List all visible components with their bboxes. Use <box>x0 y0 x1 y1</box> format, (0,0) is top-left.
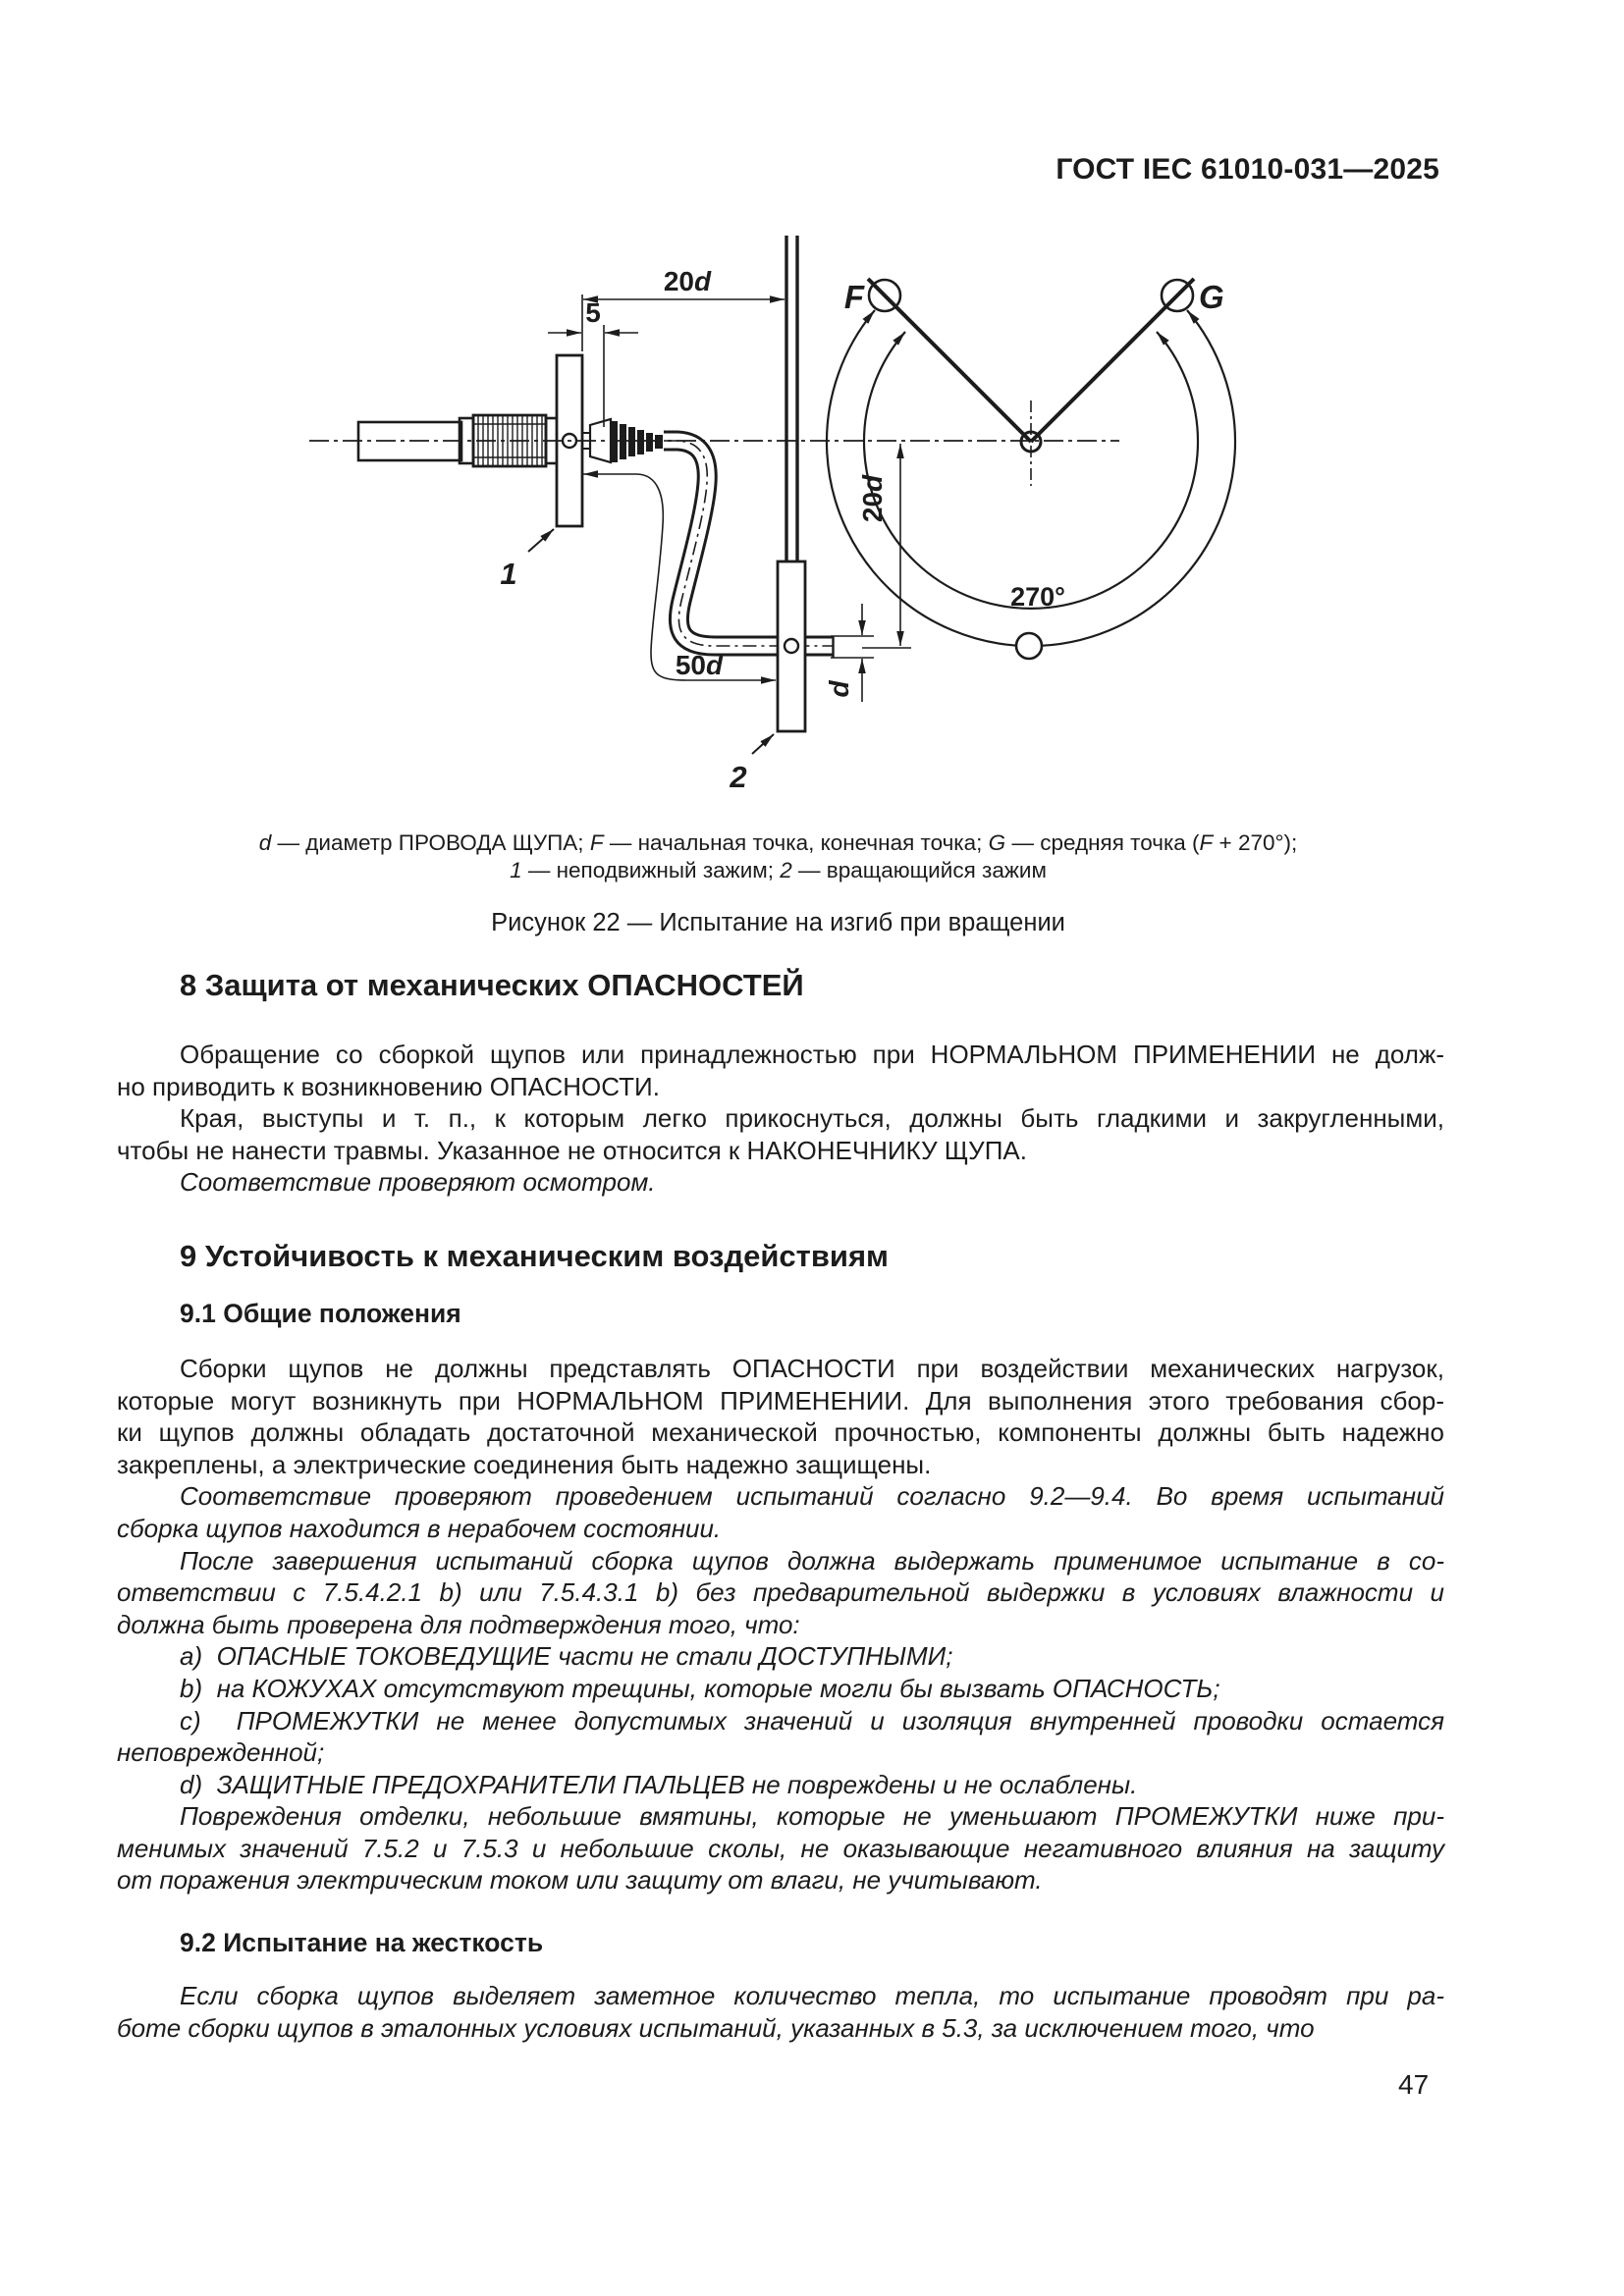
angle-label: 270° <box>1010 582 1065 612</box>
paragraph-line: от поражения электрическим током или защиту от влаги, не учитывают. <box>117 1865 1043 1896</box>
document-body <box>117 968 1444 2044</box>
paragraph-line: менимых значений 7.5.2 и 7.5.3 и небольшие сколы, не оказывающие негативного влияния на защиту <box>117 1833 1444 1863</box>
part-callouts <box>500 529 774 794</box>
paragraph-line: ответствии с 7.5.4.2.1 b) или 7.5.4.3.1 b) без предварительной выдержки в условиях влажности и <box>117 1577 1444 1608</box>
paragraph <box>117 1640 1444 1673</box>
caption-segment: 2 <box>780 858 792 882</box>
caption-segment: F <box>589 830 604 855</box>
paragraph <box>117 1039 1444 1102</box>
figure-22-diagram <box>304 221 1257 805</box>
paragraph-line: Соответствие проверяют осмотром. <box>180 1167 656 1198</box>
rotating-clamp <box>778 236 805 731</box>
paragraph-line: Повреждения отделки, небольшие вмятины, которые не уменьшают ПРОМЕЖУТКИ ниже при- <box>180 1801 1444 1832</box>
caption-segment: — начальная точка, конечная точка; <box>603 830 989 855</box>
caption-segment: — средняя точка ( <box>1005 830 1200 855</box>
caption-segment: d <box>258 830 272 855</box>
dim-d: d <box>824 680 854 698</box>
paragraph <box>117 1673 1444 1705</box>
paragraph <box>117 1166 1444 1199</box>
paragraph <box>117 1980 1444 2044</box>
dim-5: 5 <box>585 297 601 328</box>
subsection-heading: 9.1 Общие положения <box>180 1298 461 1328</box>
section-heading: 8 Защита от механических ОПАСНОСТЕЙ <box>180 968 804 1002</box>
figure-caption <box>117 829 1439 884</box>
paragraph-line: сборка щупов находится в нерабочем состоянии. <box>117 1513 722 1543</box>
bottom-position-marker <box>1016 633 1042 659</box>
probe-lead-cable <box>664 441 834 658</box>
paragraph <box>117 1102 1444 1166</box>
radius-line-g <box>1031 279 1194 442</box>
paragraph-line: которые могут возникнуть при НОРМАЛЬНОМ ПРИМЕНЕНИИ. Для выполнения этого требования сбор- <box>117 1385 1444 1415</box>
paragraph-line: Соответствие проверяют проведением испытаний согласно 9.2—9.4. Во время испытаний <box>180 1481 1444 1512</box>
clamp-rod <box>786 236 797 561</box>
paragraph-line: После завершения испытаний сборка щупов должна выдержать применимое испытание в со- <box>180 1545 1444 1575</box>
paragraph-line: d) ЗАЩИТНЫЕ ПРЕДОХРАНИТЕЛИ ПАЛЬЦЕВ не повреждены и не ослаблены. <box>180 1769 1138 1799</box>
paragraph-line: a) ОПАСНЫЕ ТОКОВЕДУЩИЕ части не стали ДОСТУПНЫМИ; <box>180 1641 953 1672</box>
paragraph <box>117 1800 1444 1896</box>
caption-segment: — вращающийся зажим <box>791 858 1047 882</box>
figure-title: Рисунок 22 — Испытание на изгиб при вращении <box>491 909 1065 936</box>
paragraph-line: b) на КОЖУХАХ отсутствуют трещины, которые могли бы вызвать ОПАСНОСТЬ; <box>180 1673 1220 1703</box>
dim-20d-vertical: 20d <box>857 474 888 523</box>
caption-segment: 1 <box>510 858 522 882</box>
callout-2: 2 <box>730 760 747 794</box>
paragraph-line: боте сборки щупов в эталонных условиях испытаний, указанных в 5.3, за исключением того, что <box>117 2012 1315 2043</box>
figure-caption-line <box>117 829 1439 857</box>
paragraph-line: закреплены, а электрические соединения быть надежно защищены. <box>117 1449 932 1479</box>
paragraph-line: Обращение со сборкой щупов или принадлежностью при НОРМАЛЬНОМ ПРИМЕНЕНИИ не долж- <box>180 1040 1444 1069</box>
paragraph <box>117 1705 1444 1769</box>
paragraph <box>117 1769 1444 1801</box>
paragraph <box>117 1545 1444 1641</box>
paragraph-line: чтобы не нанести травмы. Указанное не относится к НАКОНЕЧНИКУ ЩУПА. <box>117 1135 1027 1165</box>
section-heading: 9 Устойчивость к механическим воздействиям <box>180 1238 889 1273</box>
paragraph-line: Сборки щупов не должны представлять ОПАСНОСТИ при воздействии механических нагрузок, <box>180 1353 1444 1383</box>
page-number: 47 <box>1398 2069 1430 2100</box>
paragraph <box>117 1353 1444 1480</box>
caption-segment: — неподвижный зажим; <box>521 858 781 882</box>
paragraph-line: должна быть проверена для подтверждения того, что: <box>117 1609 800 1639</box>
paragraph <box>117 1480 1444 1544</box>
point-f-label: F <box>843 279 864 315</box>
caption-segment: F <box>1199 830 1214 855</box>
dim-50d: 50d <box>675 650 724 680</box>
paragraph-line: c) ПРОМЕЖУТКИ не менее допустимых значений и изоляция внутренней проводки остается <box>180 1705 1444 1735</box>
caption-segment: + 270°); <box>1213 830 1298 855</box>
paragraph-line: неповрежденной; <box>117 1737 325 1768</box>
paragraph-line: ки щупов должны обладать достаточной механической прочностью, компоненты должны быть надежно <box>117 1417 1444 1448</box>
radius-line-f <box>868 279 1031 442</box>
subsection-heading: 9.2 Испытание на жесткость <box>180 1928 544 1958</box>
point-g-label: G <box>1199 279 1224 315</box>
figure-caption-line <box>117 857 1439 884</box>
paragraph-line: Если сборка щупов выделяет заметное количество тепла, то испытание проводят при ра- <box>180 1981 1444 2011</box>
paragraph-line: Края, выступы и т. п., к которым легко прикоснуться, должны быть гладкими и закругленными, <box>180 1103 1444 1134</box>
dim-20d-top: 20d <box>663 266 712 296</box>
callout-1: 1 <box>500 557 517 591</box>
document-header: ГОСТ IEC 61010-031—2025 <box>1056 153 1439 186</box>
caption-segment: G <box>988 830 1006 855</box>
caption-segment: — диаметр ПРОВОДА ЩУПА; <box>271 830 590 855</box>
paragraph-line: но приводить к возникновению ОПАСНОСТИ. <box>117 1071 660 1101</box>
